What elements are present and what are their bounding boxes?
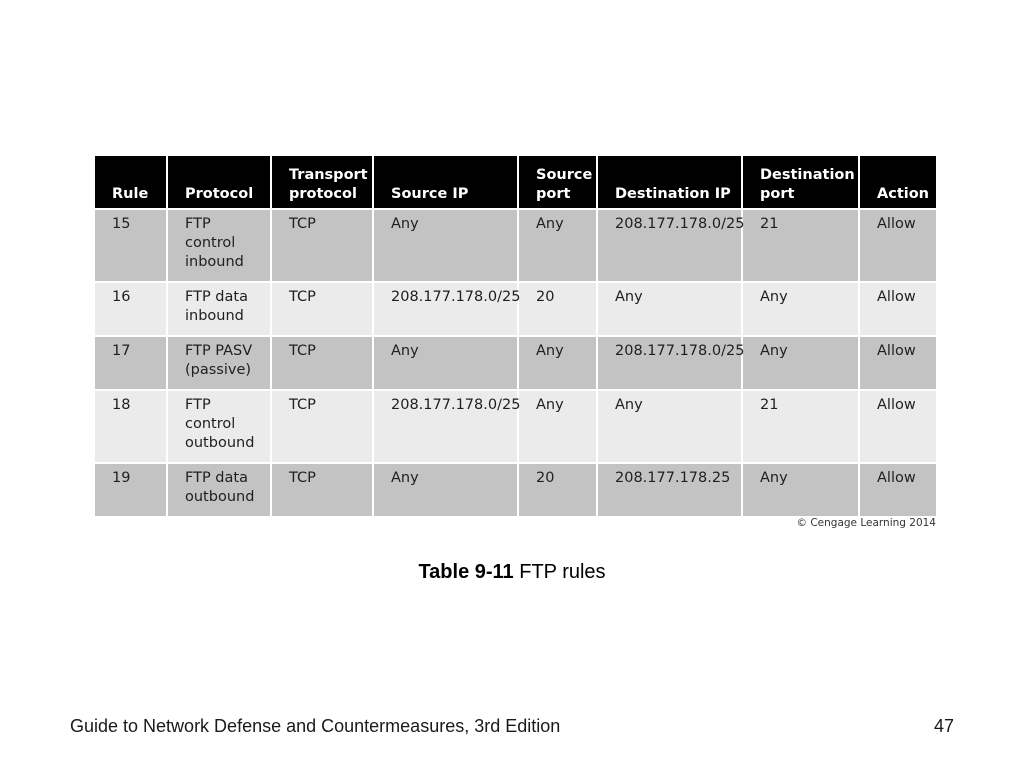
cell-protocol: FTP control outbound — [167, 390, 271, 463]
cell-protocol: FTP data inbound — [167, 282, 271, 336]
caption-text: FTP rules — [519, 561, 606, 583]
cell-destination-ip: 208.177.178.25 — [597, 463, 742, 517]
cell-source-port: Any — [518, 209, 597, 282]
cell-protocol: FTP control inbound — [167, 209, 271, 282]
table-row — [94, 282, 937, 336]
cell-source-port: Any — [518, 336, 597, 390]
cell-action: Allow — [859, 282, 937, 336]
cell-rule: 18 — [94, 390, 167, 463]
ftp-rules-table — [93, 154, 938, 518]
cell-destination-port: 21 — [742, 209, 859, 282]
header-protocol: Protocol — [167, 155, 271, 209]
cell-rule: 19 — [94, 463, 167, 517]
header-destination-ip: Destination IP — [597, 155, 742, 209]
footer-book-title: Guide to Network Defense and Countermeasures, 3rd Edition — [70, 716, 561, 736]
cell-protocol: FTP data outbound — [167, 463, 271, 517]
cell-rule: 15 — [94, 209, 167, 282]
header-action: Action — [859, 155, 937, 209]
cell-destination-ip: 208.177.178.0/25 — [597, 336, 742, 390]
table-row — [94, 209, 937, 282]
cell-transport-protocol: TCP — [271, 336, 373, 390]
cell-destination-port: Any — [742, 463, 859, 517]
cell-destination-port: Any — [742, 282, 859, 336]
cell-source-ip: Any — [373, 463, 518, 517]
header-destination-port: Destination port — [742, 155, 859, 209]
header-source-port: Source port — [518, 155, 597, 209]
copyright-notice: © Cengage Learning 2014 — [796, 517, 936, 529]
cell-transport-protocol: TCP — [271, 282, 373, 336]
cell-destination-port: Any — [742, 336, 859, 390]
cell-action: Allow — [859, 390, 937, 463]
cell-destination-ip: Any — [597, 390, 742, 463]
cell-action: Allow — [859, 463, 937, 517]
cell-destination-port: 21 — [742, 390, 859, 463]
cell-source-ip: Any — [373, 209, 518, 282]
header-transport-protocol: Transport protocol — [271, 155, 373, 209]
table-row — [94, 463, 937, 517]
cell-transport-protocol: TCP — [271, 390, 373, 463]
table-row — [94, 336, 937, 390]
cell-rule: 17 — [94, 336, 167, 390]
cell-source-ip: Any — [373, 336, 518, 390]
header-rule: Rule — [94, 155, 167, 209]
cell-protocol: FTP PASV (passive) — [167, 336, 271, 390]
caption-table-number: Table 9-11 — [418, 561, 514, 583]
table-row — [94, 390, 937, 463]
cell-action: Allow — [859, 209, 937, 282]
cell-destination-ip: Any — [597, 282, 742, 336]
cell-rule: 16 — [94, 282, 167, 336]
cell-source-ip: 208.177.178.0/25 — [373, 390, 518, 463]
cell-transport-protocol: TCP — [271, 463, 373, 517]
ftp-rules-table-container — [93, 154, 936, 518]
table-header-row — [94, 155, 937, 209]
cell-transport-protocol: TCP — [271, 209, 373, 282]
cell-source-port: Any — [518, 390, 597, 463]
table-caption — [0, 561, 1024, 584]
cell-action: Allow — [859, 336, 937, 390]
cell-destination-ip: 208.177.178.0/25 — [597, 209, 742, 282]
footer-page-number: 47 — [933, 716, 954, 736]
cell-source-ip: 208.177.178.0/25 — [373, 282, 518, 336]
cell-source-port: 20 — [518, 463, 597, 517]
cell-source-port: 20 — [518, 282, 597, 336]
header-source-ip: Source IP — [373, 155, 518, 209]
